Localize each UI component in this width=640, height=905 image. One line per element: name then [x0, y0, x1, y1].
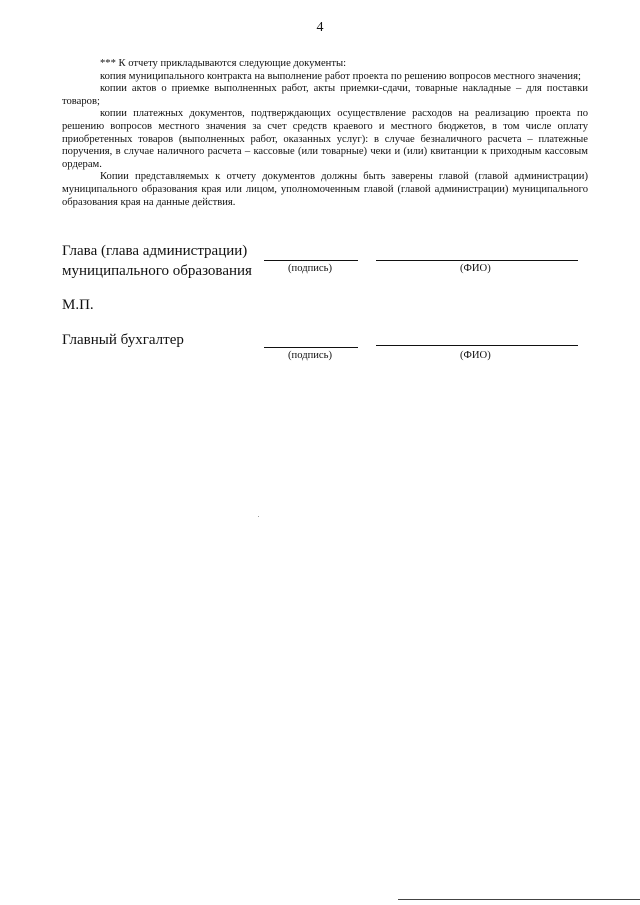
note-contract-copy: копия муниципального контракта на выполнение работ проекта по решению вопросов местного значения;: [100, 70, 581, 82]
accountant-name-caption: (ФИО): [460, 350, 491, 361]
note-certification: Копии представляемых к отчету документов должны быть заверены главой (главой администрации) муниципального образования края или лицом, уполномоченным главой (главой администрации) муниципального образования края на данные действия.: [62, 171, 588, 208]
scan-speck: [258, 516, 259, 517]
head-label-line2: муниципального образования: [62, 263, 252, 279]
head-signature-line: [264, 260, 358, 261]
footer-rule: [398, 899, 640, 900]
note-payment-documents: копии платежных документов, подтверждающих осуществление расходов на реализацию проекта по решению вопросов местного значения за счет средств краевого и местного бюджетов, в том числе оплату приобретенных товаров (выполненных работ, оказанных услуг): в случае безналичного расчета – платежные поручения, в случае наличного расчета – кассовые (или товарные) чеки и (или) квитанции к приходным кассовым ордерам.: [62, 108, 588, 170]
stamp-place-label: М.П.: [62, 297, 94, 313]
page-number: 4: [316, 20, 324, 35]
accountant-signature-caption: (подпись): [288, 350, 332, 361]
head-name-caption: (ФИО): [460, 263, 491, 274]
head-signature-caption: (подпись): [288, 263, 332, 274]
accountant-label: Главный бухгалтер: [62, 332, 184, 348]
accountant-name-line: [376, 345, 578, 346]
accountant-signature-line: [264, 347, 358, 348]
head-label-line1: Глава (глава администрации): [62, 243, 248, 259]
note-intro: *** К отчету прикладываются следующие документы:: [100, 58, 347, 69]
head-name-line: [376, 260, 578, 261]
note-acceptance-acts: копии актов о приемке выполненных работ, акты приемки-сдачи, товарные накладные – для поставки товаров;: [62, 83, 588, 107]
document-notes: [62, 58, 588, 209]
